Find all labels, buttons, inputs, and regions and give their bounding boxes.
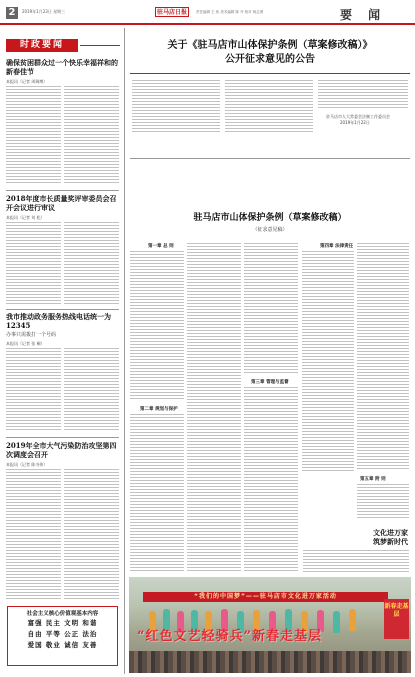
notice-body-col2	[225, 80, 313, 134]
draft-body-col4	[302, 251, 354, 471]
core-values-line: 富强 民主 文明 和谐	[27, 619, 98, 627]
section-rule	[130, 158, 410, 159]
story3-body-col2	[64, 348, 119, 432]
story-divider	[6, 309, 119, 310]
chapter-heading: 第五章 附 则	[360, 477, 386, 482]
story-divider	[6, 190, 119, 191]
draft-body-col1	[130, 251, 184, 401]
draft-title: 驻马店市山体保护条例（草案修改稿）	[193, 213, 347, 223]
story3-body-col1	[6, 348, 61, 432]
story1-body-col1	[6, 86, 61, 184]
story4-headline[interactable]: 2019年全市大气污染防治攻坚第四次调度会召开	[6, 441, 117, 459]
event-banner: “我们的中国梦”——驻马店市文化进万家活动	[143, 592, 388, 602]
story-divider	[6, 437, 119, 438]
draft-body-col5b	[357, 484, 409, 520]
draft-body-col3b	[244, 387, 298, 573]
chapter-heading: 第四章 法律责任	[320, 244, 354, 249]
feature-headline-line1: 文化进万家	[373, 528, 408, 537]
draft-note: （征求意见稿）	[252, 227, 288, 233]
story1-byline: 本报讯（记者 周瑞博）	[6, 79, 48, 84]
story4-body-col2	[64, 469, 119, 599]
story2-byline: 本报讯（记者 刘 松）	[6, 215, 45, 220]
core-values-line: 自由 平等 公正 法治	[27, 630, 98, 638]
story1-body-col2	[64, 86, 119, 184]
story3-subhead: 办事只需拨打一个号码	[6, 332, 57, 338]
notice-date: 2019年1月22日	[340, 120, 370, 125]
draft-body-col2	[187, 243, 241, 573]
audience-crowd	[129, 651, 411, 673]
chapter-heading: 第三章 管理与监督	[251, 380, 289, 385]
section-tag: 时政要闻	[6, 39, 78, 52]
section-title: 要 闻	[340, 8, 387, 22]
story4-byline: 本报讯（记者 陈书伟）	[6, 462, 48, 467]
notice-body-col3	[318, 80, 408, 108]
draft-body-col5	[357, 243, 409, 471]
spring-sign: 新春走基层	[384, 599, 409, 639]
draft-body-col3	[244, 243, 298, 375]
column-divider	[124, 28, 125, 674]
performer-figure	[333, 611, 340, 633]
tag-rule	[80, 45, 120, 46]
performer-figure	[349, 609, 356, 631]
notice-title-line1: 关于《驻马店市山体保护条例（草案修改稿）》	[167, 40, 373, 51]
feature-body	[303, 550, 409, 572]
story1-headline[interactable]: 确保贫困群众过一个快乐幸福祥和的新春佳节	[6, 58, 118, 76]
event-photo	[129, 577, 411, 673]
core-values-title: 社会主义核心价值观基本内容	[26, 611, 99, 617]
editor-info: 责任编辑 王 伟 美术编辑 陈 丹 校对 杨志勇	[196, 10, 264, 14]
core-values-box	[7, 606, 118, 666]
feature-headline[interactable]	[356, 528, 408, 546]
header-rule	[0, 23, 415, 25]
chapter-heading: 第一章 总 则	[148, 244, 174, 249]
festival-banner-text: “红色文艺轻骑兵”新春走基层	[137, 629, 322, 644]
draft-body-col1b	[130, 414, 184, 572]
page-number: 2	[6, 7, 18, 19]
story2-body-col1	[6, 222, 61, 304]
notice-body-col1	[132, 80, 220, 134]
core-values-line: 爱国 敬业 诚信 友善	[27, 641, 98, 649]
story2-headline[interactable]: 2018年度市长质量奖评审委员会召开会议进行审议	[6, 194, 117, 212]
notice-title-line2: 公开征求意见的公告	[225, 54, 315, 65]
page-header	[0, 0, 415, 32]
title-rule	[130, 73, 410, 74]
story4-body-col1	[6, 469, 61, 599]
story3-byline: 本报讯（记者 张 桐）	[6, 341, 45, 346]
date-line: 2019年1月23日 星期三	[22, 9, 66, 14]
notice-closing: 驻马店市人大常委会法制工作委员会	[326, 114, 390, 119]
notice-title[interactable]	[130, 39, 410, 67]
feature-headline-line2: 筑梦新时代	[373, 537, 408, 546]
masthead-logo: 驻马店日报	[156, 9, 187, 16]
story3-headline[interactable]: 我市推动政务服务热线电话统一为12345	[6, 312, 111, 330]
chapter-heading: 第二章 规划与保护	[140, 407, 178, 412]
story2-body-col2	[64, 222, 119, 304]
